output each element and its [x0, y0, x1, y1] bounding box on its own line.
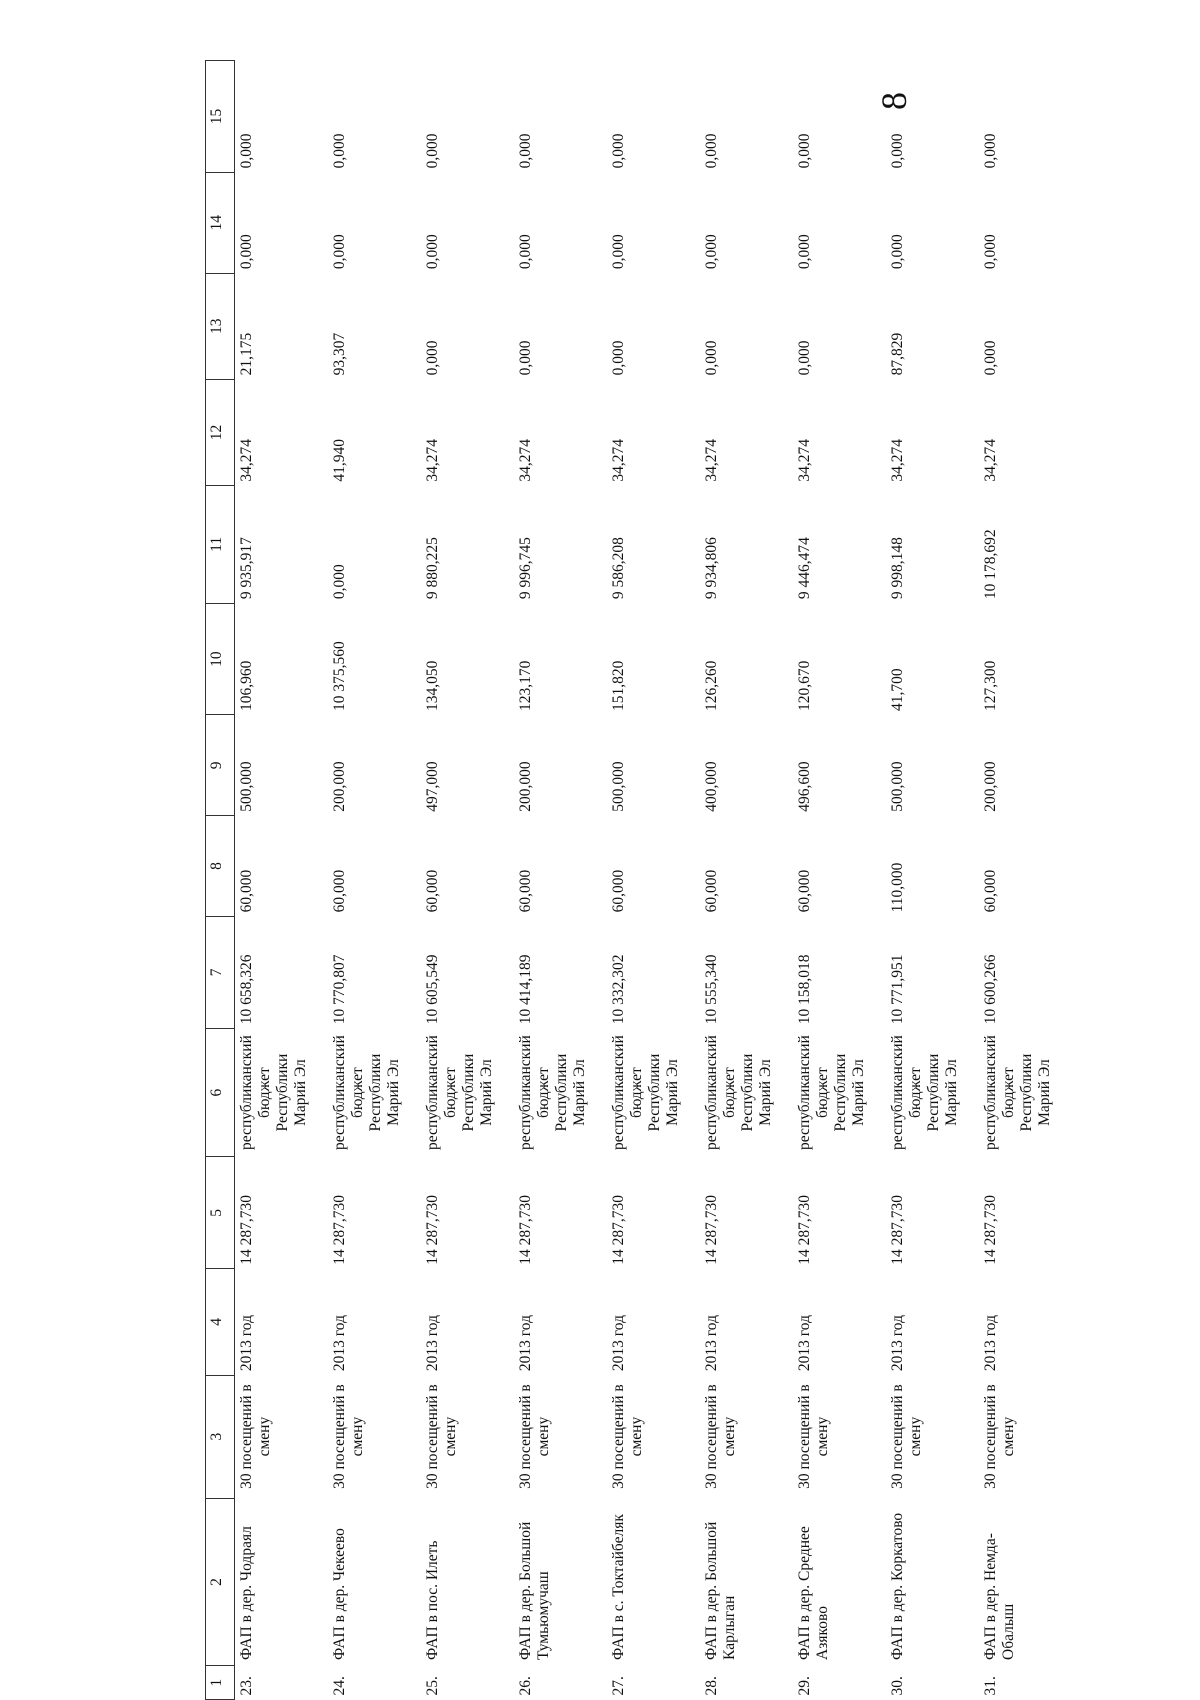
cell-year: 2013 год: [238, 1315, 255, 1372]
cell-c14: 0,000: [330, 234, 348, 270]
cell-c7: 10 771,951: [888, 954, 906, 1025]
cell-capacity: 30 посещений в смену: [609, 1384, 645, 1489]
cell-c12: 34,274: [516, 439, 534, 482]
cell-c9: 200,000: [330, 761, 348, 812]
cell-c15: 0,000: [238, 133, 255, 169]
cell-source: республиканский бюджет Республики Марий Эл: [888, 1035, 960, 1150]
cell-c12: 34,274: [795, 439, 813, 482]
cell-c8: 60,000: [330, 869, 348, 913]
cell-c13: 0,000: [609, 340, 627, 376]
cell-c11: 9 996,745: [516, 537, 534, 600]
cell-c12: 34,274: [981, 439, 999, 482]
cell-c7: 10 658,326: [238, 954, 255, 1025]
column-header-8: 8: [206, 816, 235, 917]
cell-c10: 126,260: [702, 660, 720, 711]
cell-name: ФАП в дер. Чекеево: [330, 1528, 348, 1660]
cell-c13: 93,307: [330, 332, 348, 376]
table-row: [514, 61, 607, 1700]
cell-year: 2013 год: [609, 1315, 627, 1372]
cell-source: республиканский бюджет Республики Марий Эл: [330, 1035, 402, 1150]
cell-c15: 0,000: [888, 133, 906, 169]
cell-c10: 41,700: [888, 668, 906, 711]
cell-year: 2013 год: [330, 1315, 348, 1372]
table-row: [421, 61, 514, 1700]
cell-c14: 0,000: [888, 234, 906, 270]
cell-c9: 200,000: [981, 761, 999, 812]
cell-c10: 120,670: [795, 660, 813, 711]
cell-name: ФАП в дер. Немда-Обалыш: [981, 1533, 1017, 1660]
cell-capacity: 30 посещений в смену: [795, 1384, 831, 1489]
cell-c13: 87,829: [888, 332, 906, 376]
cell-c8: 60,000: [609, 869, 627, 913]
cell-n: 28.: [702, 1676, 720, 1696]
cell-c11: 9 446,474: [795, 537, 813, 600]
column-header-7: 7: [206, 916, 235, 1028]
cell-c9: 400,000: [702, 761, 720, 812]
table-row: [700, 61, 793, 1700]
cell-capacity: 30 посещений в смену: [423, 1384, 459, 1489]
cell-c9: 500,000: [609, 761, 627, 812]
cell-n: 27.: [609, 1676, 627, 1696]
cell-c11: 9 998,148: [888, 537, 906, 600]
cell-c5: 14 287,730: [981, 1195, 999, 1265]
cell-c13: 0,000: [423, 340, 441, 376]
column-header-9: 9: [206, 715, 235, 816]
cell-c7: 10 605,549: [423, 954, 441, 1025]
column-header-1: 1: [206, 1666, 235, 1700]
table-header: [206, 61, 235, 1700]
cell-c14: 0,000: [238, 234, 255, 270]
cell-c8: 60,000: [238, 869, 255, 913]
cell-c5: 14 287,730: [238, 1195, 255, 1265]
cell-c15: 0,000: [423, 133, 441, 169]
column-header-11: 11: [206, 486, 235, 603]
column-header-15: 15: [206, 61, 235, 173]
cell-c14: 0,000: [609, 234, 627, 270]
column-header-13: 13: [206, 273, 235, 379]
cell-year: 2013 год: [795, 1315, 813, 1372]
cell-c12: 34,274: [609, 439, 627, 482]
cell-capacity: 30 посещений в смену: [330, 1384, 366, 1489]
cell-c14: 0,000: [981, 234, 999, 270]
cell-c13: 21,175: [238, 332, 255, 376]
cell-c14: 0,000: [795, 234, 813, 270]
cell-c10: 134,050: [423, 660, 441, 711]
cell-c5: 14 287,730: [516, 1195, 534, 1265]
cell-c15: 0,000: [609, 133, 627, 169]
table-body: [235, 61, 1072, 1700]
table-row: [328, 61, 421, 1700]
cell-c8: 60,000: [795, 869, 813, 913]
cell-name: ФАП в пос. Илеть: [423, 1540, 441, 1660]
cell-n: 31.: [981, 1676, 999, 1696]
cell-c15: 0,000: [981, 133, 999, 169]
rotated-table-wrapper: [205, 60, 1053, 1700]
cell-c10: 127,300: [981, 660, 999, 711]
cell-n: 30.: [888, 1676, 906, 1696]
cell-c8: 60,000: [702, 869, 720, 913]
cell-c13: 0,000: [795, 340, 813, 376]
cell-c9: 497,000: [423, 761, 441, 812]
page-number: 8: [874, 92, 914, 110]
cell-c8: 60,000: [423, 869, 441, 913]
column-header-14: 14: [206, 172, 235, 273]
cell-name: ФАП в дер. Коркатово: [888, 1512, 906, 1660]
column-header-12: 12: [206, 379, 235, 485]
cell-c15: 0,000: [330, 133, 348, 169]
cell-c5: 14 287,730: [330, 1195, 348, 1265]
column-header-10: 10: [206, 603, 235, 715]
cell-n: 25.: [423, 1676, 441, 1696]
cell-capacity: 30 посещений в смену: [238, 1384, 273, 1489]
cell-year: 2013 год: [888, 1315, 906, 1372]
cell-name: ФАП в дер. Чодраял: [238, 1526, 255, 1660]
cell-c13: 0,000: [981, 340, 999, 376]
cell-name: ФАП в с. Токтайбеляк: [609, 1514, 627, 1660]
cell-name: ФАП в дер. Большой Тумьюмучаш: [516, 1521, 552, 1660]
cell-c7: 10 600,266: [981, 954, 999, 1025]
cell-c15: 0,000: [795, 133, 813, 169]
cell-c7: 10 414,189: [516, 954, 534, 1025]
cell-year: 2013 год: [423, 1315, 441, 1372]
cell-c9: 200,000: [516, 761, 534, 812]
cell-c5: 14 287,730: [423, 1195, 441, 1265]
cell-source: республиканский бюджет Республики Марий Эл: [609, 1035, 681, 1150]
cell-c14: 0,000: [702, 234, 720, 270]
cell-source: республиканский бюджет Республики Марий Эл: [516, 1035, 588, 1150]
cell-c13: 0,000: [516, 340, 534, 376]
cell-c12: 41,940: [330, 439, 348, 482]
cell-c15: 0,000: [516, 133, 534, 169]
cell-source: республиканский бюджет Республики Марий Эл: [795, 1035, 867, 1150]
cell-c10: 106,960: [238, 660, 255, 711]
cell-source: республиканский бюджет Республики Марий Эл: [702, 1035, 774, 1150]
cell-c9: 500,000: [888, 761, 906, 812]
cell-n: 23.: [238, 1676, 255, 1696]
column-header-5: 5: [206, 1157, 235, 1269]
cell-c8: 60,000: [981, 869, 999, 913]
column-header-6: 6: [206, 1028, 235, 1157]
cell-year: 2013 год: [702, 1315, 720, 1372]
cell-c12: 34,274: [238, 439, 255, 482]
cell-c10: 10 375,560: [330, 641, 348, 711]
cell-capacity: 30 посещений в смену: [516, 1384, 552, 1489]
cell-c11: 0,000: [330, 564, 348, 600]
cell-year: 2013 год: [981, 1315, 999, 1372]
cell-capacity: 30 посещений в смену: [888, 1384, 924, 1489]
cell-c11: 10 178,692: [981, 529, 999, 600]
cell-source: республиканский бюджет Республики Марий Эл: [981, 1035, 1053, 1150]
cell-c11: 9 586,208: [609, 537, 627, 600]
table-row: [235, 61, 328, 1700]
table-row: [886, 61, 979, 1700]
cell-c14: 0,000: [423, 234, 441, 270]
cell-c8: 60,000: [516, 869, 534, 913]
cell-c5: 14 287,730: [609, 1195, 627, 1265]
cell-c12: 34,274: [423, 439, 441, 482]
table-row: [607, 61, 700, 1700]
cell-c8: 110,000: [888, 862, 906, 913]
cell-c7: 10 158,018: [795, 954, 813, 1025]
cell-n: 24.: [330, 1676, 348, 1696]
cell-c11: 9 880,225: [423, 537, 441, 600]
cell-c12: 34,274: [888, 439, 906, 482]
cell-c9: 500,000: [238, 761, 255, 812]
cell-c11: 9 935,917: [238, 537, 255, 600]
cell-source: республиканский бюджет Республики Марий Эл: [238, 1035, 309, 1150]
cell-c13: 0,000: [702, 340, 720, 376]
cell-year: 2013 год: [516, 1315, 534, 1372]
cell-c5: 14 287,730: [795, 1195, 813, 1265]
table-row: [979, 61, 1072, 1700]
column-header-4: 4: [206, 1269, 235, 1375]
cell-source: республиканский бюджет Республики Марий Эл: [423, 1035, 495, 1150]
cell-c9: 496,600: [795, 761, 813, 812]
cell-c7: 10 770,807: [330, 954, 348, 1025]
cell-name: ФАП в дер. Большой Карлыган: [702, 1521, 738, 1660]
cell-n: 26.: [516, 1676, 534, 1696]
cell-c14: 0,000: [516, 234, 534, 270]
cell-c15: 0,000: [702, 133, 720, 169]
cell-c10: 151,820: [609, 660, 627, 711]
cell-c7: 10 332,302: [609, 954, 627, 1025]
cell-name: ФАП в дер. Среднее Азяково: [795, 1526, 831, 1660]
cell-c10: 123,170: [516, 660, 534, 711]
cell-c5: 14 287,730: [702, 1195, 720, 1265]
column-header-2: 2: [206, 1498, 235, 1666]
cell-c5: 14 287,730: [888, 1195, 906, 1265]
cell-n: 29.: [795, 1676, 813, 1696]
column-header-3: 3: [206, 1375, 235, 1498]
cell-capacity: 30 посещений в смену: [702, 1384, 738, 1489]
fap-funding-table: [205, 60, 1072, 1700]
cell-capacity: 30 посещений в смену: [981, 1384, 1017, 1489]
cell-c7: 10 555,340: [702, 954, 720, 1025]
table-row: [793, 61, 886, 1700]
cell-c12: 34,274: [702, 439, 720, 482]
cell-c11: 9 934,806: [702, 537, 720, 600]
